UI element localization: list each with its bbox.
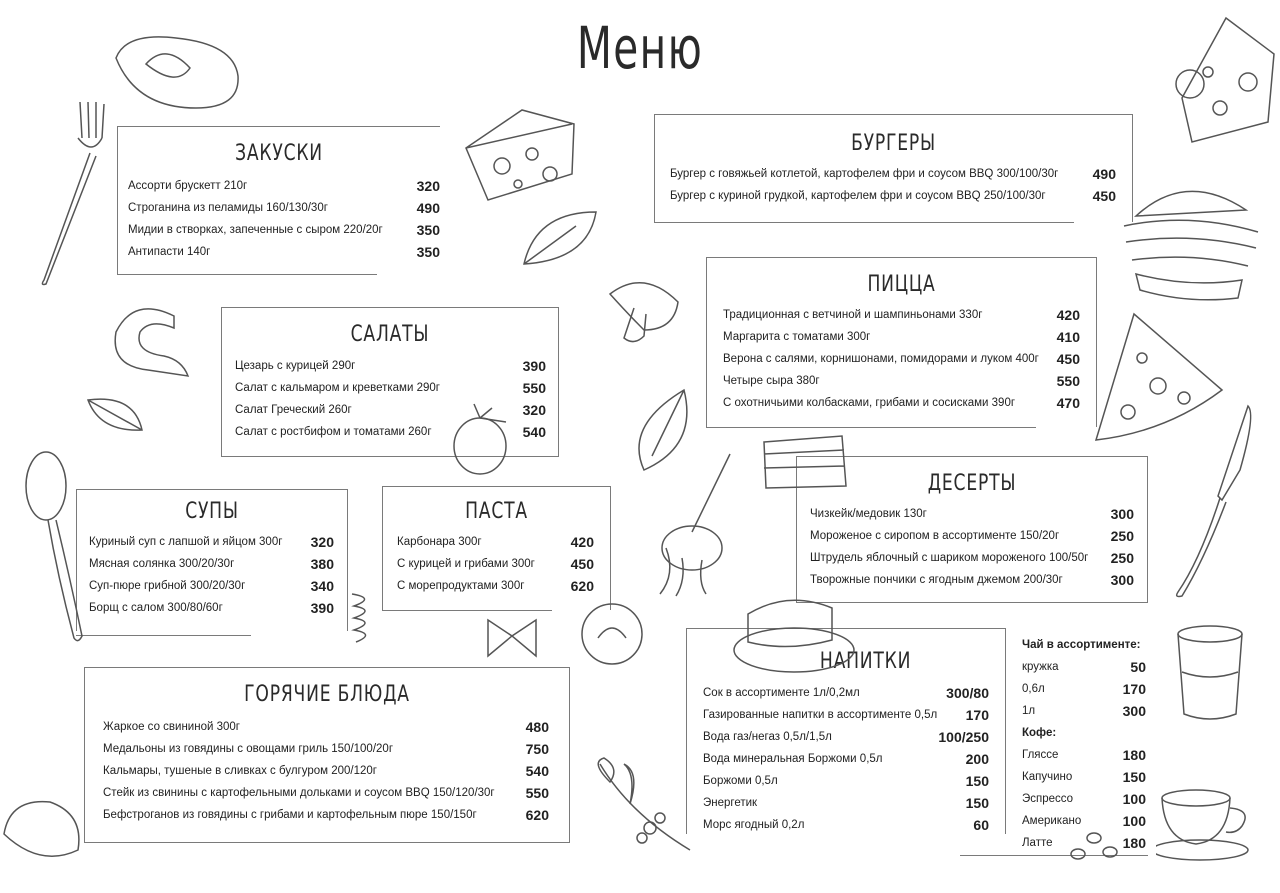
item-price: 200 bbox=[965, 751, 989, 767]
item-name: С охотничьими колбасками, грибами и сосисками 390г bbox=[723, 397, 1016, 409]
bruschetta-icon bbox=[106, 28, 246, 114]
item-name: Ассорти брускетт 210г bbox=[128, 180, 248, 192]
item-name: Чизкейк/медовик 130г bbox=[810, 508, 927, 520]
item-name: Капучино bbox=[1022, 771, 1073, 783]
item-name: Мороженое с сиропом в ассортименте 150/20г bbox=[810, 530, 1060, 542]
leaf-icon bbox=[84, 392, 146, 436]
menu-item bbox=[810, 525, 1134, 547]
divider bbox=[382, 610, 552, 611]
item-name: Традиционная с ветчиной и шампиньонами 330г bbox=[723, 309, 983, 321]
item-price: 150 bbox=[1122, 769, 1146, 785]
menu-item bbox=[810, 503, 1134, 525]
item-price: 150 bbox=[965, 773, 989, 789]
coffee-cup-icon bbox=[1156, 784, 1260, 864]
section-burgery bbox=[654, 114, 1133, 222]
divider bbox=[76, 635, 251, 636]
item-price: 100/250 bbox=[938, 729, 989, 745]
menu-item bbox=[723, 304, 1080, 326]
item-name: Куриный суп с лапшой и яйцом 300г bbox=[89, 536, 283, 548]
fork-icon bbox=[30, 98, 110, 288]
mushroom-icon bbox=[0, 794, 84, 870]
menu-item bbox=[103, 804, 549, 826]
section-heading: ЗАКУСКИ bbox=[235, 141, 323, 166]
item-price: 100 bbox=[1122, 791, 1146, 807]
item-price: 550 bbox=[522, 380, 546, 396]
leaf-icon bbox=[516, 204, 602, 270]
item-price: 410 bbox=[1056, 329, 1080, 345]
cheese-wedge-icon bbox=[1168, 14, 1278, 150]
menu-title: Меню bbox=[576, 14, 704, 82]
tea-heading: Чай в ассортименте: bbox=[1022, 639, 1141, 651]
menu-item bbox=[397, 531, 594, 553]
menu-item bbox=[703, 748, 989, 770]
item-price: 150 bbox=[965, 795, 989, 811]
menu-item bbox=[703, 814, 989, 836]
menu-item bbox=[723, 392, 1080, 414]
burger-icon bbox=[1116, 176, 1266, 306]
item-name: Салат Греческий 260г bbox=[235, 404, 352, 416]
item-name: Мясная солянка 300/20/30г bbox=[89, 558, 235, 570]
item-name: Бургер с говяжьей котлетой, картофелем фри и соусом BBQ 300/100/30г bbox=[670, 168, 1059, 180]
item-price: 180 bbox=[1122, 835, 1146, 851]
item-price: 540 bbox=[522, 424, 546, 440]
menu-item bbox=[723, 348, 1080, 370]
item-price: 420 bbox=[570, 534, 594, 550]
section-zakuski bbox=[117, 126, 440, 274]
section-pasta bbox=[382, 486, 611, 610]
item-name: Карбонара 300г bbox=[397, 536, 482, 548]
item-price: 390 bbox=[522, 358, 546, 374]
tea-coffee-column bbox=[1022, 634, 1146, 854]
item-price: 250 bbox=[1110, 528, 1134, 544]
section-pizza bbox=[706, 257, 1097, 427]
item-price: 250 bbox=[1110, 550, 1134, 566]
item-name: Борщ с салом 300/80/60г bbox=[89, 602, 223, 614]
tomato-icon bbox=[446, 400, 518, 478]
item-name: Гляссе bbox=[1022, 749, 1059, 761]
item-price: 420 bbox=[1056, 307, 1080, 323]
item-price: 300/80 bbox=[946, 685, 989, 701]
menu-item bbox=[103, 782, 549, 804]
item-name: Боржоми 0,5л bbox=[703, 775, 778, 787]
item-price: 300 bbox=[1110, 506, 1134, 522]
menu-item bbox=[810, 547, 1134, 569]
item-name: Эспрессо bbox=[1022, 793, 1074, 805]
menu-item bbox=[723, 370, 1080, 392]
mushroom-icon bbox=[604, 274, 684, 354]
item-name: Маргарита с томатами 300г bbox=[723, 331, 871, 343]
menu-item bbox=[670, 163, 1116, 185]
lasagna-icon bbox=[758, 428, 850, 492]
item-price: 180 bbox=[1122, 747, 1146, 763]
menu-item bbox=[703, 726, 989, 748]
item-price: 550 bbox=[525, 785, 549, 801]
item-name: Мидии в створках, запеченные с сыром 220/20г bbox=[128, 224, 383, 236]
menu-item bbox=[1022, 700, 1146, 722]
item-name: Стейк из свинины с картофельными дольками и соусом BBQ 150/120/30г bbox=[103, 787, 495, 799]
item-name: Энергетик bbox=[703, 797, 758, 809]
section-heading: СУПЫ bbox=[185, 499, 239, 524]
item-name: Салат с ростбифом и томатами 260г bbox=[235, 426, 432, 438]
item-price: 300 bbox=[1122, 703, 1146, 719]
item-name: Суп-пюре грибной 300/20/30г bbox=[89, 580, 246, 592]
item-name: Штрудель яблочный с шариком мороженого 100/50г bbox=[810, 552, 1089, 564]
menu-item bbox=[235, 377, 546, 399]
item-price: 550 bbox=[1056, 373, 1080, 389]
item-price: 470 bbox=[1056, 395, 1080, 411]
item-name: Бургер с куриной грудкой, картофелем фри и соусом BBQ 250/100/30г bbox=[670, 190, 1046, 202]
cheese-icon bbox=[462, 104, 580, 204]
item-name: 0,6л bbox=[1022, 683, 1045, 695]
item-name: Строганина из пеламиды 160/130/30г bbox=[128, 202, 328, 214]
section-heading: ГОРЯЧИЕ БЛЮДА bbox=[244, 682, 410, 707]
section-heading: ДЕСЕРТЫ bbox=[927, 471, 1017, 496]
item-price: 300 bbox=[1110, 572, 1134, 588]
pizza-slice-icon bbox=[1086, 308, 1226, 448]
item-price: 490 bbox=[1092, 166, 1116, 182]
item-name: Антипасти 140г bbox=[128, 246, 211, 258]
item-name: С курицей и грибами 300г bbox=[397, 558, 535, 570]
menu-item bbox=[723, 326, 1080, 348]
menu-item bbox=[128, 197, 440, 219]
herb-icon bbox=[580, 754, 700, 858]
menu-item bbox=[89, 553, 334, 575]
menu-item bbox=[703, 682, 989, 704]
menu-item bbox=[103, 738, 549, 760]
divider bbox=[117, 274, 377, 275]
divider bbox=[706, 427, 1036, 428]
item-price: 340 bbox=[310, 578, 334, 594]
menu-item bbox=[703, 770, 989, 792]
menu-item bbox=[89, 531, 334, 553]
item-price: 320 bbox=[416, 178, 440, 194]
section-heading: ПИЦЦА bbox=[867, 272, 936, 297]
menu-item bbox=[89, 575, 334, 597]
item-price: 50 bbox=[1130, 659, 1146, 675]
menu-item bbox=[1022, 744, 1146, 766]
item-name: Вода минеральная Боржоми 0,5л bbox=[703, 753, 883, 765]
coffee-beans-icon bbox=[1066, 826, 1126, 866]
item-name: Верона с салями, корнишонами, помидорами и луком 400г bbox=[723, 353, 1039, 365]
item-name: Салат с кальмаром и креветками 290г bbox=[235, 382, 440, 394]
item-name: Творожные пончики с ягодным джемом 200/30г bbox=[810, 574, 1063, 586]
menu-item bbox=[1022, 678, 1146, 700]
item-price: 390 bbox=[310, 600, 334, 616]
section-heading: ПАСТА bbox=[465, 499, 528, 524]
item-name: Американо bbox=[1022, 815, 1082, 827]
item-name: Кальмары, тушеные в сливках с булгуром 200/120г bbox=[103, 765, 378, 777]
menu-item bbox=[1022, 788, 1146, 810]
item-name: Вода газ/негаз 0,5л/1,5л bbox=[703, 731, 832, 743]
item-price: 540 bbox=[525, 763, 549, 779]
item-name: С морепродуктами 300г bbox=[397, 580, 525, 592]
pasta-fork-icon bbox=[626, 448, 736, 598]
shrimp-icon bbox=[104, 296, 198, 390]
item-name: Сок в ассортименте 1л/0,2мл bbox=[703, 687, 860, 699]
item-price: 490 bbox=[416, 200, 440, 216]
item-price: 100 bbox=[1122, 813, 1146, 829]
divider bbox=[654, 222, 1074, 223]
item-name: Цезарь с курицей 290г bbox=[235, 360, 356, 372]
mushroom-icon bbox=[574, 598, 648, 668]
item-name: Бефстроганов из говядины с грибами и картофельным пюре 150/150г bbox=[103, 809, 477, 821]
item-price: 320 bbox=[310, 534, 334, 550]
section-heading: НАПИТКИ bbox=[819, 649, 912, 674]
item-name: Морс ягодный 0,2л bbox=[703, 819, 805, 831]
item-name: Латте bbox=[1022, 837, 1053, 849]
menu-item bbox=[128, 241, 440, 263]
item-price: 480 bbox=[525, 719, 549, 735]
farfalle-icon bbox=[484, 612, 540, 662]
section-supy bbox=[76, 489, 348, 631]
item-price: 350 bbox=[416, 222, 440, 238]
section-heading: БУРГЕРЫ bbox=[851, 131, 936, 156]
item-name: Медальоны из говядины с овощами гриль 150/100/20г bbox=[103, 743, 394, 755]
menu-item bbox=[670, 185, 1116, 207]
menu-item bbox=[703, 704, 989, 726]
menu-item bbox=[1022, 766, 1146, 788]
item-name: Четыре сыра 380г bbox=[723, 375, 820, 387]
menu-item bbox=[103, 760, 549, 782]
item-price: 170 bbox=[965, 707, 989, 723]
item-price: 320 bbox=[522, 402, 546, 418]
item-price: 450 bbox=[1092, 188, 1116, 204]
menu-item bbox=[128, 175, 440, 197]
item-price: 350 bbox=[416, 244, 440, 260]
section-goryachie bbox=[84, 667, 570, 843]
item-price: 450 bbox=[570, 556, 594, 572]
glass-icon bbox=[1166, 622, 1254, 726]
item-name: кружка bbox=[1022, 661, 1059, 673]
menu-item bbox=[235, 355, 546, 377]
menu-item bbox=[103, 716, 549, 738]
item-price: 60 bbox=[973, 817, 989, 833]
coffee-heading: Кофе: bbox=[1022, 727, 1057, 739]
menu-item bbox=[397, 553, 594, 575]
pasta-spiral-icon bbox=[344, 590, 384, 650]
lasagna-plate-icon bbox=[728, 584, 862, 676]
menu-item bbox=[397, 575, 594, 597]
item-price: 620 bbox=[570, 578, 594, 594]
item-name: Жаркое со свининой 300г bbox=[103, 721, 240, 733]
menu-item bbox=[89, 597, 334, 619]
item-price: 750 bbox=[525, 741, 549, 757]
spoon-icon bbox=[18, 448, 88, 648]
item-price: 380 bbox=[310, 556, 334, 572]
item-price: 620 bbox=[525, 807, 549, 823]
item-name: Газированные напитки в ассортименте 0,5л bbox=[703, 709, 938, 721]
menu-item bbox=[703, 792, 989, 814]
section-heading: САЛАТЫ bbox=[350, 322, 430, 347]
item-name: 1л bbox=[1022, 705, 1036, 717]
menu-item bbox=[1022, 656, 1146, 678]
item-price: 170 bbox=[1122, 681, 1146, 697]
item-price: 450 bbox=[1056, 351, 1080, 367]
menu-item bbox=[128, 219, 440, 241]
